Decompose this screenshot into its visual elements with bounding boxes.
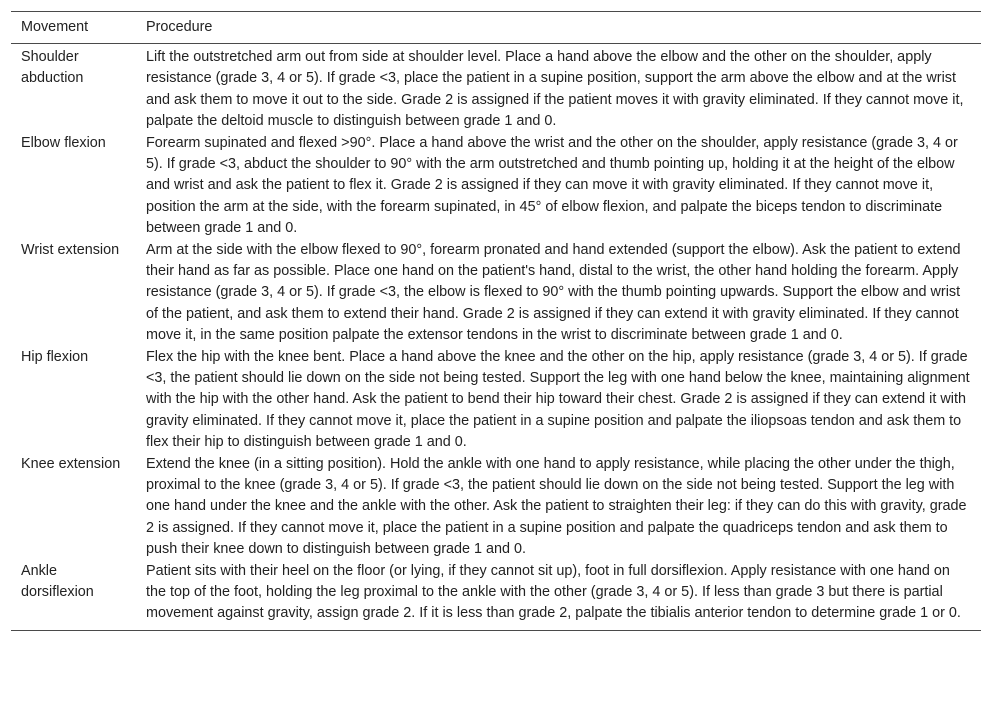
procedure-cell: Flex the hip with the knee bent. Place a hand above the knee and the other on the hip, apply resistance (grade 3, 4 or 5). If grade <3, the patient should lie down on the side not being tested. Support the leg with one hand below the knee, maintaining alignment with the hip with the other hand. Ask the patient to bend their hip toward their chest. Grade 2 is assigned if they can extend it with gravity eliminated. If they cannot move it, place the patient in a supine position and palpate the iliopsoas tendon and ask them to flex their hip to distinguish between grade 1 and 0. (146, 349, 970, 450)
header-row (11, 12, 981, 44)
procedure-cell: Extend the knee (in a sitting position). Hold the ankle with one hand to apply resistance, while placing the other under the thigh, proximal to the knee (grade 3, 4 or 5). If grade <3, the patient should lie down on the side not being tested. Support the leg with one hand under the knee and the ankle with the other. Ask the patient to straighten their leg: if they can do this with gravity, grade 2 is assigned. If they cannot move it, place the patient in a supine position and palpate the quadriceps tendon and ask them to push their knee down to distinguish between grade 1 and 0. (146, 456, 967, 557)
header-procedure: Procedure (136, 12, 981, 44)
procedure-cell: Patient sits with their heel on the floor (or lying, if they cannot sit up), foot in full dorsiflexion. Apply resistance with one hand on the top of the foot, holding the leg proximal to the ankle with the other (grade 3, 4 or 5). If less than grade 3 but there is partial movement against gravity, assign grade 2. If it is less than grade 2, palpate the tibialis anterior tendon to determine grade 1 or 0. (136, 560, 981, 630)
movement-cell: Ankle dorsiflexion (11, 560, 136, 630)
table-row (11, 44, 981, 132)
procedure-cell: Lift the outstretched arm out from side at shoulder level. Place a hand above the elbow and the other on the shoulder, apply resistance (grade 3, 4 or 5). If grade <3, place the patient in a supine position, support the arm above the elbow and at the wrist and ask them to move it out to the side. Grade 2 is assigned if the patient moves it with gravity eliminated. If they cannot move it, palpate the deltoid muscle to distinguish between grade 1 and 0. (146, 49, 964, 129)
movement-cell: Knee extension (21, 456, 121, 473)
procedure-table-container (11, 11, 981, 631)
table-row (11, 239, 981, 346)
movement-cell: Elbow flexion (21, 135, 106, 152)
table-body (11, 44, 981, 630)
movement-cell: Wrist extension (21, 242, 120, 259)
table-row (11, 346, 981, 453)
table-row (11, 560, 981, 630)
muscle-testing-table (11, 11, 981, 631)
header-movement: Movement (11, 12, 136, 44)
procedure-cell: Forearm supinated and flexed >90°. Place a hand above the wrist and the other on the shoulder, apply resistance (grade 3, 4 or 5). If grade <3, abduct the shoulder to 90° with the arm outstretched and thumb pointing up, holding it at the height of the elbow and wrist and ask the patient to flex it. Grade 2 is assigned if they can move it with gravity eliminated. If they cannot move it, position the arm at the side, with the forearm supinated, in 45° of elbow flexion, and palpate the biceps tendon to discriminate between grade 1 and 0. (146, 135, 958, 236)
table-header (11, 12, 981, 44)
movement-cell: Hip flexion (21, 349, 89, 366)
table-row (11, 132, 981, 239)
procedure-cell: Arm at the side with the elbow flexed to 90°, forearm pronated and hand extended (support the elbow). Ask the patient to extend their hand as far as possible. Place one hand on the patient's hand, distal to the wrist, the other hand holding the forearm. Apply resistance (grade 3, 4 or 5). If grade <3, the elbow is flexed to 90° with the thumb pointing upwards. Support the elbow and wrist of the patient, and ask them to extend their hand. Grade 2 is assigned if they can extend it with gravity eliminated. If they cannot move it, in the same position palpate the extensor tendons in the wrist to discriminate between grade 1 and 0. (146, 242, 961, 343)
table-row (11, 453, 981, 560)
movement-cell: Shoulder abduction (21, 49, 84, 87)
